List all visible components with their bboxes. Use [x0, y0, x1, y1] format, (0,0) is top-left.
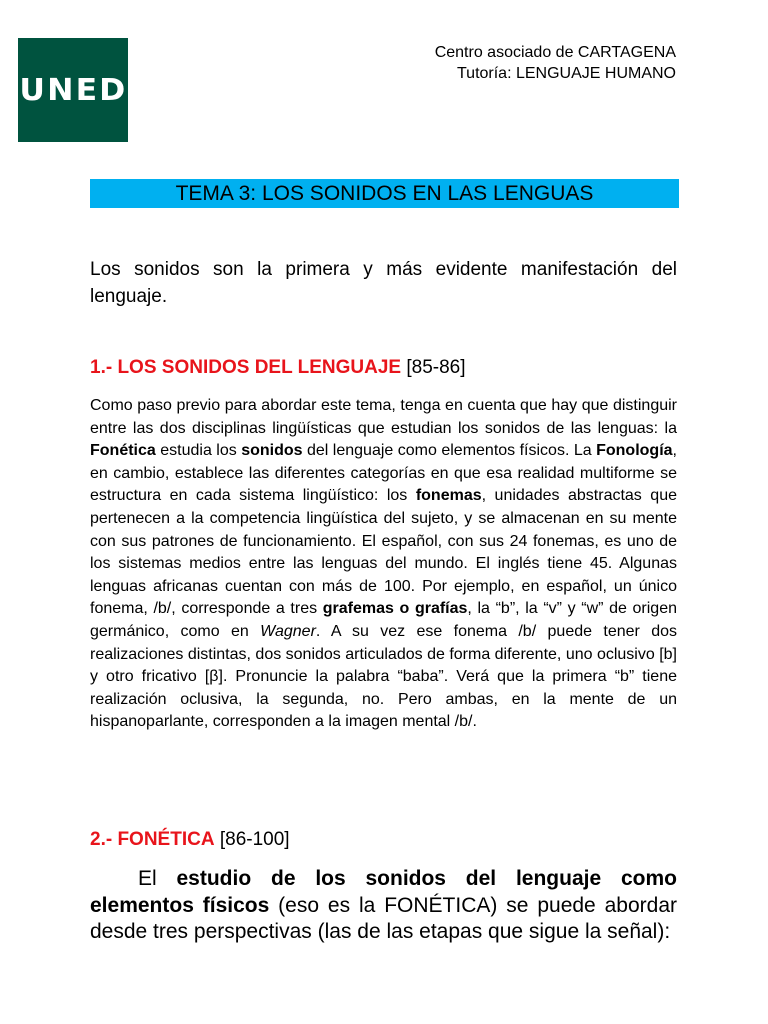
section1-heading — [90, 357, 466, 379]
bold-term: estudio de los sonidos del lenguaje como elementos físicos — [90, 867, 677, 917]
text: El — [138, 867, 177, 890]
header-center: Centro asociado de CARTAGENA — [434, 44, 676, 61]
italic-term: Wagner — [260, 622, 316, 640]
section2-heading — [90, 829, 290, 851]
page-title-text: TEMA 3: LOS SONIDOS EN LAS LENGUAS — [175, 181, 594, 205]
text: estudia los — [155, 442, 242, 460]
section1-title: 1.- LOS SONIDOS DEL LENGUAJE — [90, 357, 402, 378]
header-tutoria: Tutoría: LENGUAJE HUMANO — [456, 65, 676, 82]
bold-term: Fonética — [90, 442, 156, 460]
bold-term: Fonología — [596, 442, 673, 460]
section1-pages: [85-86] — [406, 357, 466, 378]
uned-logo — [18, 38, 128, 142]
text: Como paso previo para abordar este tema, tenga en cuenta que hay que distinguir entre las dos disciplinas lingüísticas que estudian los sonidos de las lenguas: la — [90, 397, 677, 437]
intro-paragraph: Los sonidos son la primera y más evidente manifestación del lenguaje. — [90, 259, 677, 307]
section2-pages: [86-100] — [219, 829, 290, 850]
text: del lenguaje como elementos físicos. La — [302, 442, 597, 460]
section2-title: 2.- FONÉTICA — [90, 829, 215, 850]
section2-paragraph — [90, 866, 677, 946]
bold-term: grafemas o grafías — [322, 600, 468, 618]
text: (eso es la FONÉTICA) se puede abordar desde tres perspectivas (las de las etapas que sigue la señal): — [90, 893, 678, 943]
text: . A su vez ese fonema /b/ puede tener dos realizaciones distintas, dos sonidos articulados de forma diferente, uno oclusivo [b] y otro fricativo [β]. Pronuncie la palabra “baba”. Verá que la primera “b” tiene realización oclusiva, la segunda, no. Pero ambas, en la mente de un hispanoparlante, corresponden a la imagen mental /b/. — [90, 622, 677, 731]
page-title — [90, 179, 679, 208]
text: , en cambio, establece las diferentes categorías en que esa realidad multiforme se estructura en cada sistema lingüístico: los — [90, 442, 677, 505]
text: , unidades abstractas que pertenecen a la competencia lingüística del sujeto, y se almacenan en su mente con sus patrones de funcionamiento. El español, con sus 24 fonemas, es uno de los sistemas medios entre las lenguas del mundo. El inglés tiene 45. Algunas lenguas africanas cuentan con más de 100. Por ejemplo, en español, un único fonema, /b/, corresponde a tres — [90, 487, 678, 618]
bold-term: sonidos — [241, 442, 303, 460]
bold-term: fonemas — [415, 487, 482, 505]
section1-paragraph — [90, 395, 677, 734]
header-info — [435, 42, 676, 84]
logo-text: UNED — [18, 72, 128, 108]
text: , la “b”, la “v” y “w” de origen germánico, como en — [90, 600, 678, 640]
